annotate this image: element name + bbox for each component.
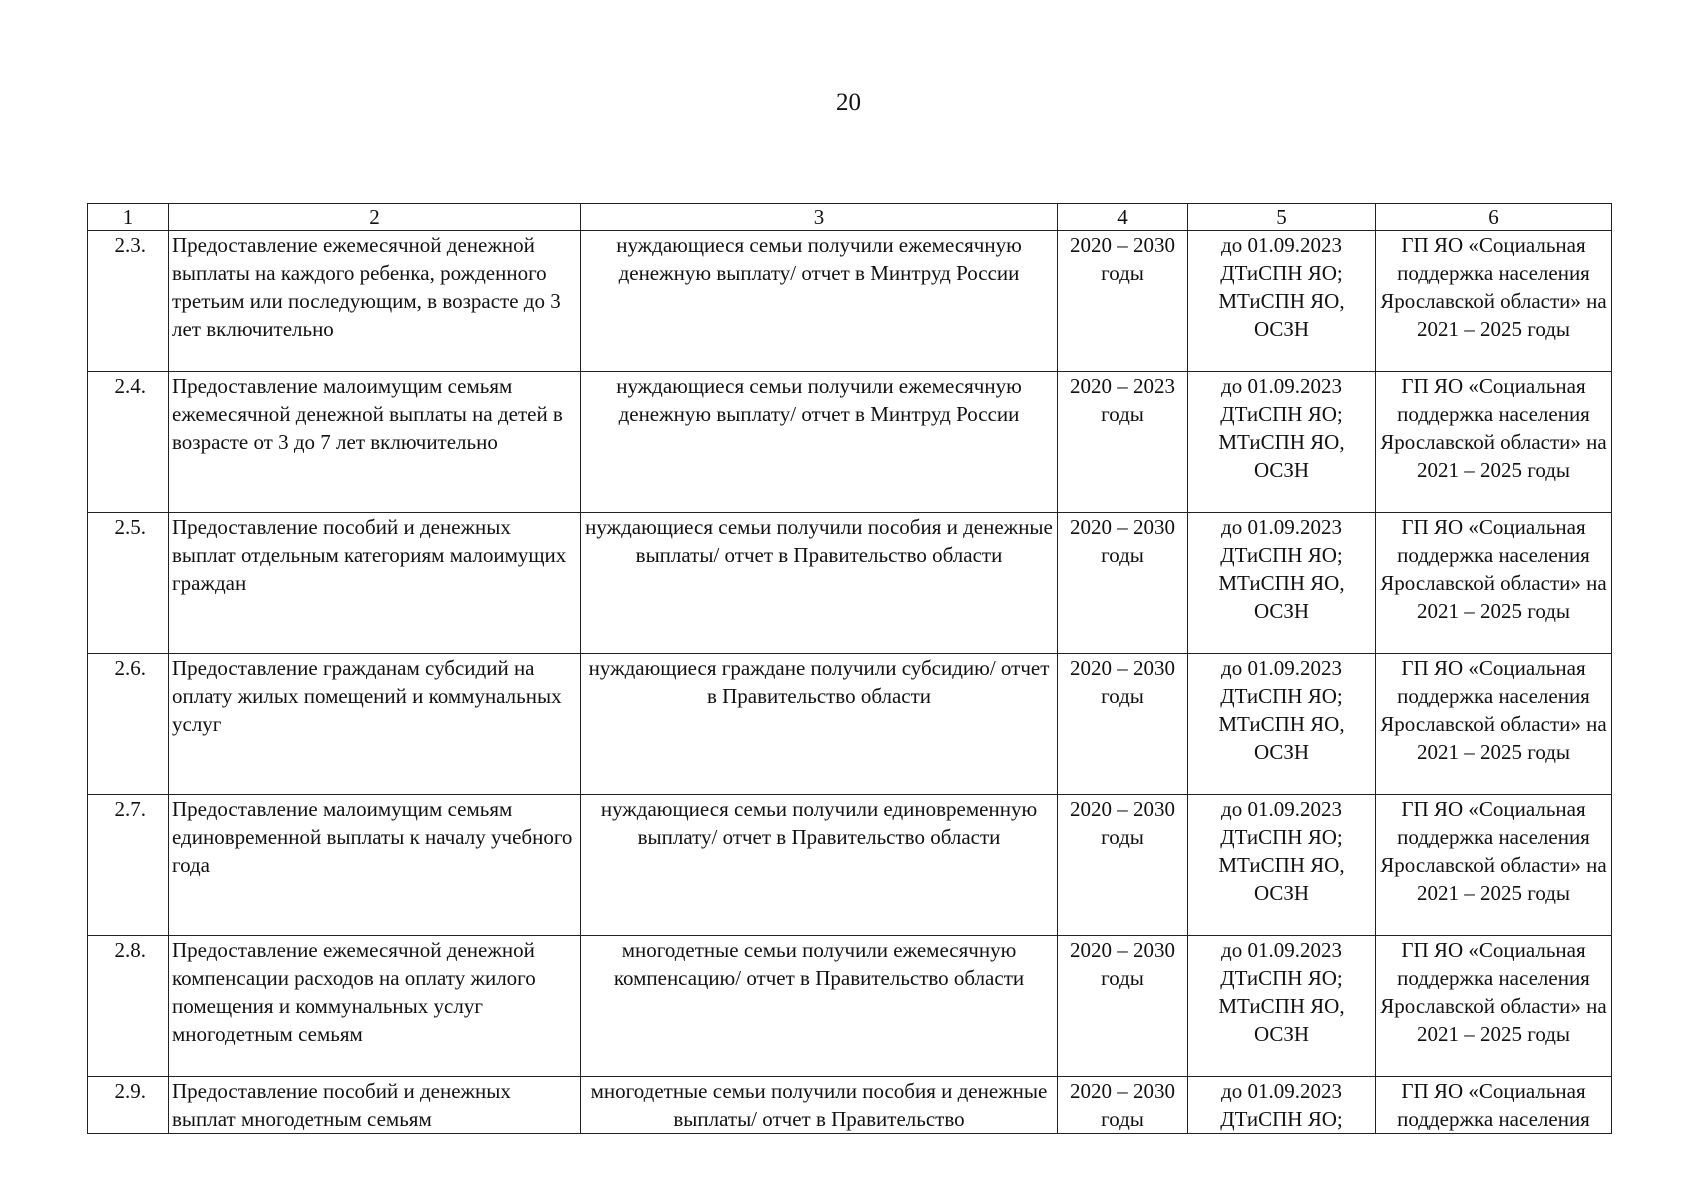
state-program-cell: ГП ЯО «Социальная поддержка населения Ярославской области» на 2021 – 2025 годы — [1376, 513, 1612, 654]
implementation-period-cell: 2020 – 2030 годы — [1058, 795, 1188, 936]
column-header-5: 5 — [1188, 204, 1376, 231]
expected-result-cell: многодетные семьи получили пособия и денежные выплаты/ отчет в Правительство — [581, 1077, 1058, 1134]
expected-result-cell: нуждающиеся семьи получили ежемесячную денежную выплату/ отчет в Минтруд России — [581, 231, 1058, 372]
expected-result-cell: нуждающиеся семьи получили единовременную выплату/ отчет в Правительство области — [581, 795, 1058, 936]
table-row — [88, 372, 1612, 513]
responsible-executor-cell: до 01.09.2023 ДТиСПН ЯО; МТиСПН ЯО, ОСЗН — [1188, 795, 1376, 936]
implementation-period-cell: 2020 – 2023 годы — [1058, 372, 1188, 513]
state-program-cell: ГП ЯО «Социальная поддержка населения — [1376, 1077, 1612, 1134]
measures-table — [87, 203, 1612, 1134]
measure-name-cell: Предоставление ежемесячной денежной выплаты на каждого ребенка, рожденного третьим или последующим, в возрасте до 3 лет включительно — [169, 231, 581, 372]
table-row — [88, 231, 1612, 372]
expected-result-cell: нуждающиеся граждане получили субсидию/ отчет в Правительство области — [581, 654, 1058, 795]
responsible-executor-cell: до 01.09.2023 ДТиСПН ЯО; МТиСПН ЯО, ОСЗН — [1188, 231, 1376, 372]
state-program-cell: ГП ЯО «Социальная поддержка населения Ярославской области» на 2021 – 2025 годы — [1376, 936, 1612, 1077]
responsible-executor-cell: до 01.09.2023 ДТиСПН ЯО; — [1188, 1077, 1376, 1134]
state-program-cell: ГП ЯО «Социальная поддержка населения Ярославской области» на 2021 – 2025 годы — [1376, 372, 1612, 513]
page-number: 20 — [836, 89, 861, 116]
row-number-cell: 2.8. — [88, 936, 169, 1077]
measure-name-cell: Предоставление малоимущим семьям ежемесячной денежной выплаты на детей в возрасте от 3 до 7 лет включительно — [169, 372, 581, 513]
table-header-row — [88, 204, 1612, 231]
table-row — [88, 654, 1612, 795]
table-row — [88, 513, 1612, 654]
table-row — [88, 1077, 1612, 1134]
expected-result-cell: нуждающиеся семьи получили ежемесячную денежную выплату/ отчет в Минтруд России — [581, 372, 1058, 513]
row-number-cell: 2.9. — [88, 1077, 169, 1134]
column-header-3: 3 — [581, 204, 1058, 231]
state-program-cell: ГП ЯО «Социальная поддержка населения Ярославской области» на 2021 – 2025 годы — [1376, 795, 1612, 936]
row-number-cell: 2.5. — [88, 513, 169, 654]
column-header-6: 6 — [1376, 204, 1612, 231]
measure-name-cell: Предоставление пособий и денежных выплат отдельным категориям малоимущих граждан — [169, 513, 581, 654]
implementation-period-cell: 2020 – 2030 годы — [1058, 654, 1188, 795]
responsible-executor-cell: до 01.09.2023 ДТиСПН ЯО; МТиСПН ЯО, ОСЗН — [1188, 936, 1376, 1077]
measure-name-cell: Предоставление пособий и денежных выплат многодетным семьям — [169, 1077, 581, 1134]
implementation-period-cell: 2020 – 2030 годы — [1058, 1077, 1188, 1134]
responsible-executor-cell: до 01.09.2023 ДТиСПН ЯО; МТиСПН ЯО, ОСЗН — [1188, 654, 1376, 795]
column-header-1: 1 — [88, 204, 169, 231]
column-header-4: 4 — [1058, 204, 1188, 231]
expected-result-cell: нуждающиеся семьи получили пособия и денежные выплаты/ отчет в Правительство области — [581, 513, 1058, 654]
column-header-2: 2 — [169, 204, 581, 231]
implementation-period-cell: 2020 – 2030 годы — [1058, 513, 1188, 654]
expected-result-cell: многодетные семьи получили ежемесячную компенсацию/ отчет в Правительство области — [581, 936, 1058, 1077]
row-number-cell: 2.4. — [88, 372, 169, 513]
table-row — [88, 795, 1612, 936]
measure-name-cell: Предоставление гражданам субсидий на оплату жилых помещений и коммунальных услуг — [169, 654, 581, 795]
implementation-period-cell: 2020 – 2030 годы — [1058, 231, 1188, 372]
state-program-cell: ГП ЯО «Социальная поддержка населения Ярославской области» на 2021 – 2025 годы — [1376, 654, 1612, 795]
row-number-cell: 2.3. — [88, 231, 169, 372]
implementation-period-cell: 2020 – 2030 годы — [1058, 936, 1188, 1077]
table-row — [88, 936, 1612, 1077]
responsible-executor-cell: до 01.09.2023 ДТиСПН ЯО; МТиСПН ЯО, ОСЗН — [1188, 513, 1376, 654]
row-number-cell: 2.6. — [88, 654, 169, 795]
responsible-executor-cell: до 01.09.2023 ДТиСПН ЯО; МТиСПН ЯО, ОСЗН — [1188, 372, 1376, 513]
measure-name-cell: Предоставление малоимущим семьям единовременной выплаты к началу учебного года — [169, 795, 581, 936]
row-number-cell: 2.7. — [88, 795, 169, 936]
measure-name-cell: Предоставление ежемесячной денежной компенсации расходов на оплату жилого помещения и коммунальных услуг многодетным семьям — [169, 936, 581, 1077]
state-program-cell: ГП ЯО «Социальная поддержка населения Ярославской области» на 2021 – 2025 годы — [1376, 231, 1612, 372]
